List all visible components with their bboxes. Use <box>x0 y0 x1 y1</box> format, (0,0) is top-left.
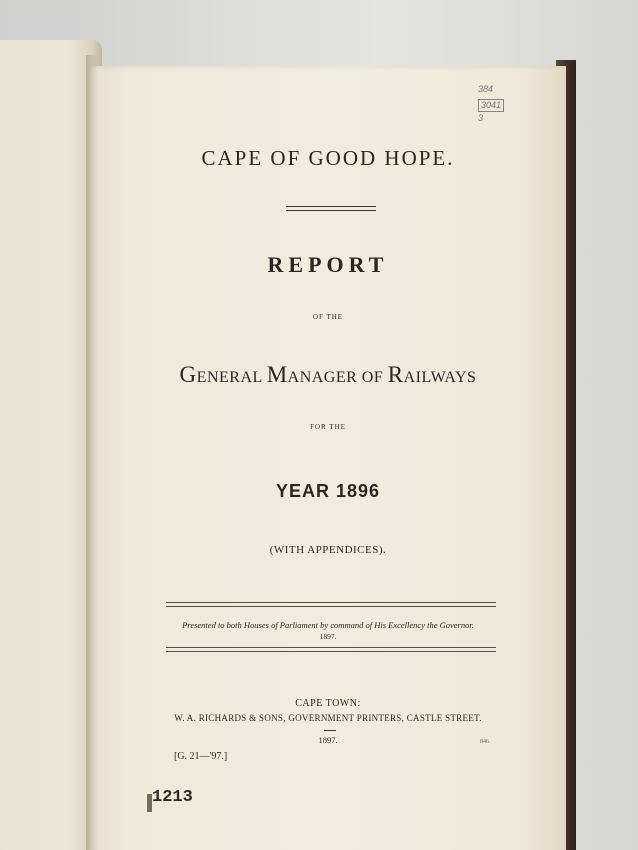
title-page <box>90 66 566 850</box>
presented-year: 1897. <box>319 632 337 641</box>
pencil-note-3: 3 <box>478 113 484 123</box>
colony-heading: CAPE OF GOOD HOPE. <box>201 146 455 170</box>
page-gutter-shadow <box>86 55 98 850</box>
title-rule <box>286 206 376 211</box>
imprint-printer: W. A. RICHARDS & SONS, GOVERNMENT PRINTERS, CASTLE STREET. <box>174 713 482 723</box>
print-reference: 846. <box>480 739 491 745</box>
presented-rule-top <box>166 602 496 607</box>
imprint-city: CAPE TOWN: <box>295 698 361 709</box>
report-heading: REPORT <box>267 252 389 277</box>
presented-line: Presented to both Houses of Parliament by command of His Excellency the Governor. <box>182 620 474 630</box>
document-code: [G. 21—'97.] <box>174 751 228 762</box>
library-stamp-number: 1213 <box>152 788 193 807</box>
of-the-text: OF THE <box>312 313 344 321</box>
pencil-note-1: 384 <box>478 84 494 94</box>
for-the-text: FOR THE <box>310 423 346 431</box>
pencil-note-2: 3041 <box>478 99 504 112</box>
presented-rule-bottom <box>166 647 496 652</box>
pencil-annotation <box>478 84 510 123</box>
imprint-year: 1897. <box>318 735 338 745</box>
subject-heading: GENERAL MANAGER OF RAILWAYS <box>179 362 477 387</box>
imprint-dash <box>324 730 336 731</box>
appendices-note: (WITH APPENDICES). <box>269 544 387 556</box>
year-heading: YEAR 1896 <box>275 481 381 501</box>
